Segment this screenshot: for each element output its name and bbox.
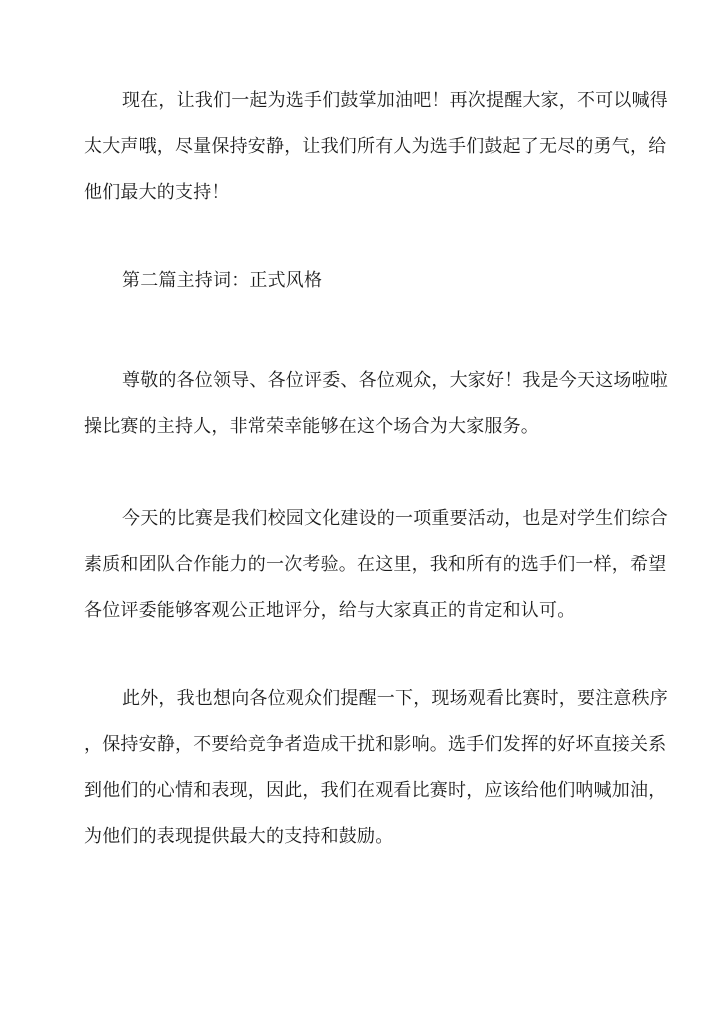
- paragraph-greeting: [84, 358, 668, 450]
- text-line: ，保持安静，不要给竞争者造成干扰和影响。选手们发挥的好坏直接关系: [84, 734, 667, 755]
- paragraph-audience-reminder: [84, 676, 668, 860]
- text-line: 现在，让我们一起为选手们鼓掌加油吧！再次提醒大家，不可以喊得: [122, 90, 668, 111]
- text-line: 他们最大的支持！: [84, 182, 230, 203]
- text-line: 此外，我也想向各位观众们提醒一下，现场观看比赛时，要注意秩序: [122, 688, 668, 709]
- paragraph-cheer-reminder: [84, 78, 668, 216]
- text-line: 素质和团队合作能力的一次考验。在这里，我和所有的选手们一样，希望: [84, 554, 667, 575]
- text-line: 各位评委能够客观公正地评分，给与大家真正的肯定和认可。: [84, 600, 576, 621]
- text-line: 尊敬的各位领导、各位评委、各位观众，大家好！我是今天这场啦啦: [122, 370, 668, 391]
- text-line: 为他们的表现提供最大的支持和鼓励。: [84, 826, 394, 847]
- text-line: 今天的比赛是我们校园文化建设的一项重要活动，也是对学生们综合: [122, 508, 668, 529]
- text-line: 操比赛的主持人，非常荣幸能够在这个场合为大家服务。: [84, 416, 539, 437]
- text-line: 到他们的心情和表现，因此，我们在观看比赛时，应该给他们呐喊加油，: [84, 780, 667, 801]
- section-heading: 第二篇主持词：正式风格: [122, 270, 323, 291]
- text-line: 太大声哦，尽量保持安静，让我们所有人为选手们鼓起了无尽的勇气，给: [84, 136, 667, 157]
- section-heading-formal-style: [84, 258, 636, 304]
- paragraph-competition-purpose: [84, 496, 668, 634]
